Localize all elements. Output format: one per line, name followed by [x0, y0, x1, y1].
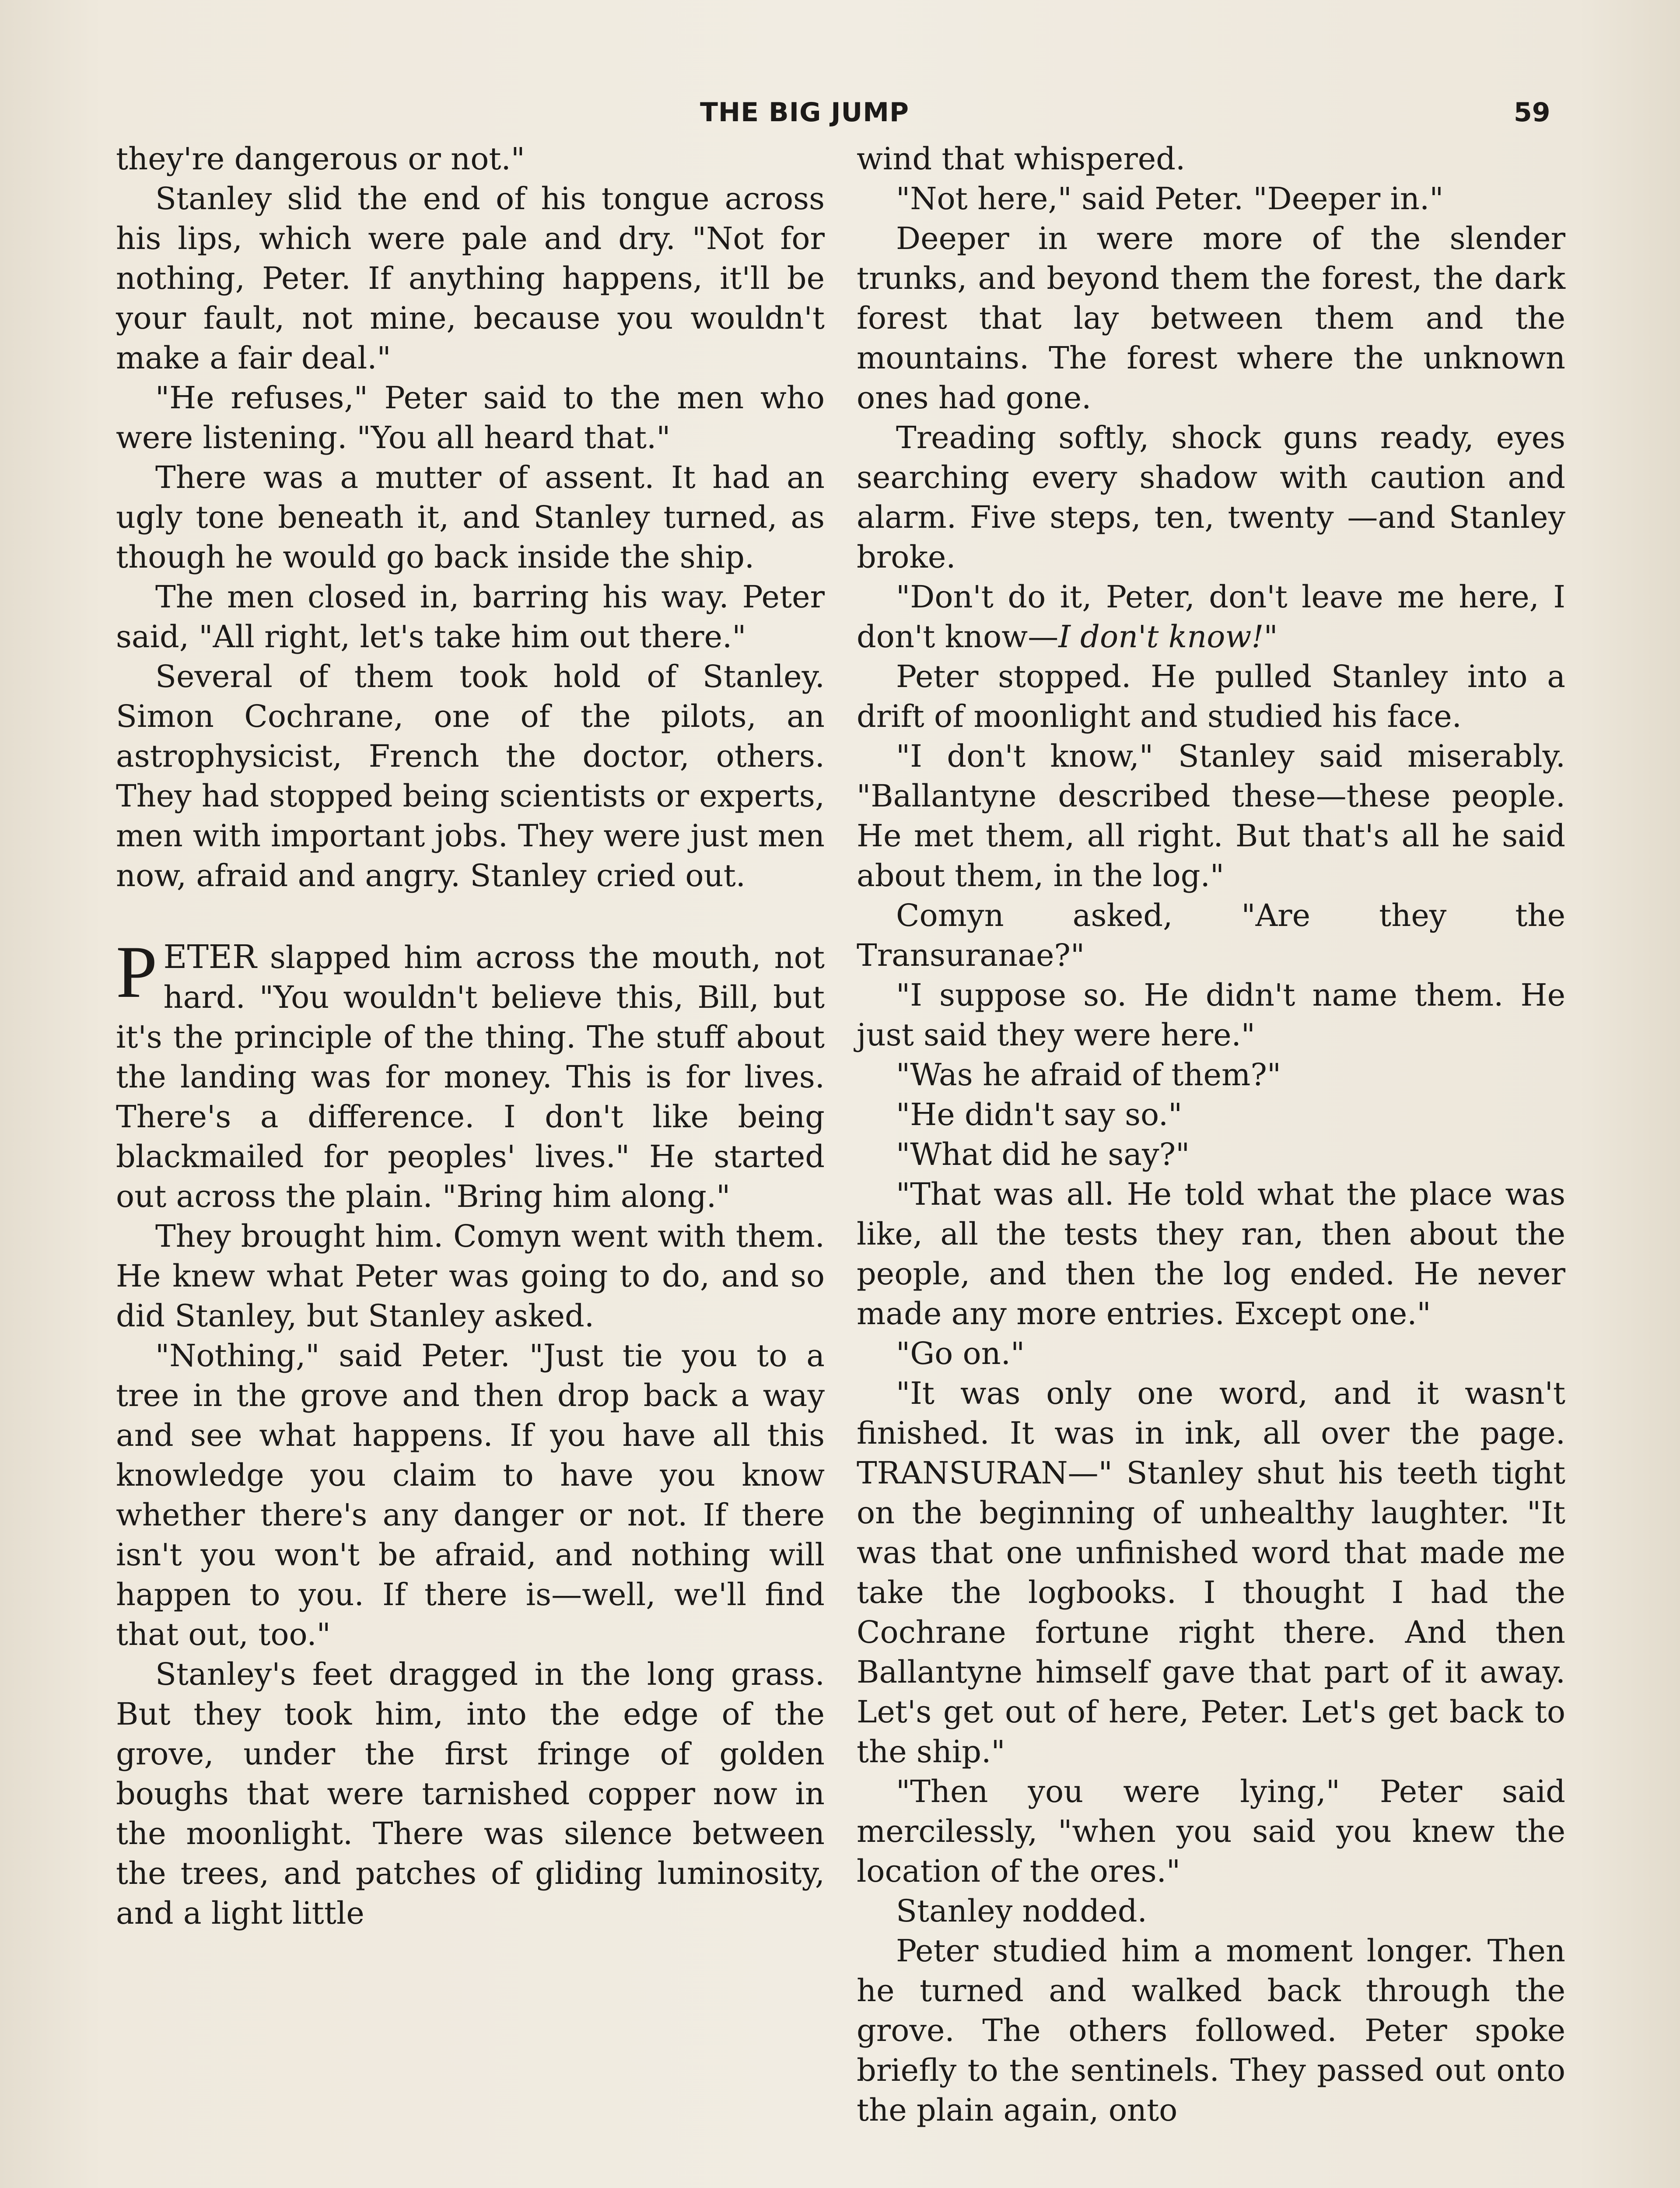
paragraph: "Go on.": [896, 1336, 1025, 1371]
running-title: THE BIG JUMP: [700, 97, 909, 128]
paragraph: Stanley nodded.: [896, 1893, 1147, 1929]
paragraph: "Nothing," said Peter. "Just tie you to a tree in the grove and then drop back a way and see what happens. If you have all this knowledge you claim to have you know whether there's any danger or not. If there isn't you won't be afraid, and nothing will happen to you. If there is—well, we'll find that out, too.": [116, 1338, 825, 1652]
paragraph: Peter stopped. He pulled Stanley into a drift of moonlight and studied his face.: [857, 659, 1565, 734]
paragraph: Stanley slid the end of his tongue across his lips, which were pale and dry. "Not for nothing, Peter. If anything happens, it'll be your fault, not mine, because you wouldn't make a fair deal.": [116, 181, 825, 376]
paragraph: "Then you were lying," Peter said mercilessly, "when you said you knew the location of the ores.": [857, 1774, 1565, 1889]
paragraph: The men closed in, barring his way. Peter said, "All right, let's take him out there.": [116, 579, 825, 655]
paragraph: wind that whispered.: [857, 141, 1186, 177]
paragraph: Several of them took hold of Stanley. Simon Cochrane, one of the pilots, an astrophysicist, French the doctor, others. They had stopped being scientists or experts, men with important jobs. They were just men now, afraid and angry. Stanley cried out.: [116, 659, 825, 894]
paragraph: Treading softly, shock guns ready, eyes searching every shadow with caution and alarm. Five steps, ten, twenty —and Stanley broke.: [857, 420, 1565, 575]
section-opening-text: slapped him across the mouth, not hard. "You wouldn't believe this, Bill, but it's the principle of the thing. The stuff about the landing was for money. This is for lives. There's a difference. I don't like being blackmailed for peoples' lives." He started out across the plain. "Bring him along.": [116, 940, 825, 1214]
paragraph: they're dangerous or not.": [116, 141, 525, 177]
plea-paragraph: [857, 577, 1565, 657]
paragraph: There was a mutter of assent. It had an ugly tone beneath it, and Stanley turned, as though he would go back inside the ship.: [116, 459, 825, 575]
paragraph: "That was all. He told what the place was like, all the tests they ran, then about the people, and then the log ended. He never made any more entries. Except one.": [857, 1176, 1565, 1332]
paragraph: "What did he say?": [896, 1136, 1190, 1172]
right-column: [857, 139, 1565, 2130]
section-opening-paragraph: [116, 931, 825, 1217]
drop-cap: P: [116, 931, 158, 1013]
paragraph: "He refuses," Peter said to the men who were listening. "You all heard that.": [116, 380, 825, 456]
paragraph: Stanley's feet dragged in the long grass. But they took him, into the edge of the grove, under the first fringe of golden boughs that were tarnished copper now in the moonlight. There was silence between the trees, and patches of gliding luminosity, and a light little: [116, 1656, 825, 1931]
left-column: [116, 139, 825, 1933]
paragraph: Comyn asked, "Are they the Transuranae?": [857, 898, 1565, 973]
paragraph: "I don't know," Stanley said miserably. "Ballantyne described these—these people. He met them, all right. But that's all he said about them, in the log.": [857, 738, 1565, 894]
paragraph: "He didn't say so.": [896, 1097, 1183, 1133]
paragraph: "Was he afraid of them?": [896, 1057, 1281, 1093]
plea-text: "Don't do it, Peter, don't leave me here, I don't know—: [857, 579, 1565, 655]
plea-close-quote: ": [1264, 619, 1278, 655]
paragraph: "Not here," said Peter. "Deeper in.": [896, 181, 1444, 217]
paragraph: "I suppose so. He didn't name them. He just said they were here.": [857, 977, 1565, 1053]
paragraph: "It was only one word, and it wasn't finished. It was in ink, all over the page. TRANSURAN—" Stanley shut his teeth tight on the beginning of unhealthy laughter. "It was that one unfinished word that made me take the logbooks. I thought I had the Cochrane fortune right there. And then Ballantyne himself gave that part of it away. Let's get out of here, Peter. Let's get back to the ship.": [857, 1375, 1565, 1770]
paragraph: Deeper in were more of the slender trunks, and beyond them the forest, the dark forest that lay between them and the mountains. The forest where the unknown ones had gone.: [857, 221, 1565, 416]
paragraph: They brought him. Comyn went with them. He knew what Peter was going to do, and so did Stanley, but Stanley asked.: [116, 1218, 825, 1334]
plea-italic-text: I don't know!: [1058, 619, 1264, 655]
small-caps-lead: ETER: [163, 938, 257, 976]
page-number: 59: [1514, 97, 1550, 128]
paragraph: Peter studied him a moment longer. Then he turned and walked back through the grove. The others followed. Peter spoke briefly to the sentinels. They passed out onto the plain again, onto: [857, 1933, 1565, 2128]
